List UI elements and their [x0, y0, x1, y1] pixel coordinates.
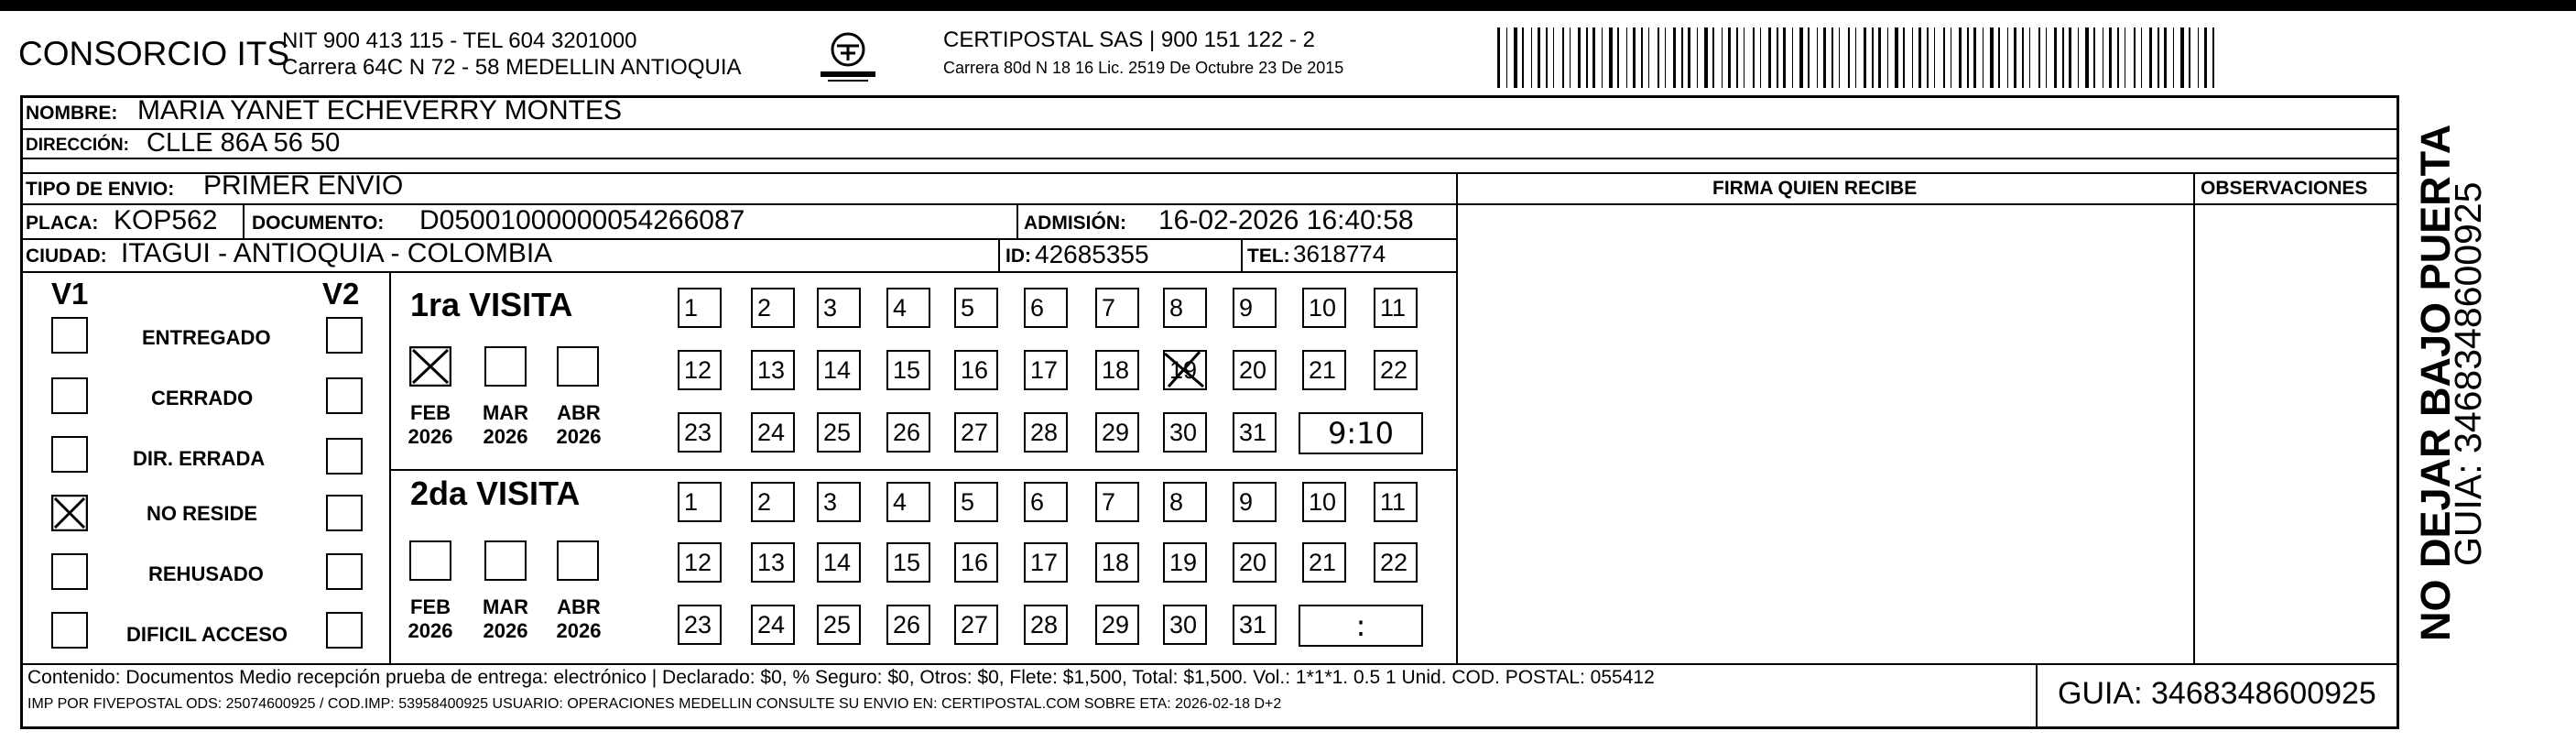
nit-line: NIT 900 413 115 - TEL 604 3201000 [282, 28, 637, 53]
nombre-label: NOMBRE: [26, 103, 118, 124]
v1-checkbox-no-reside[interactable] [51, 495, 88, 531]
tipo-value: PRIMER ENVIO [203, 170, 404, 201]
certipostal-line: CERTIPOSTAL SAS | 900 151 122 - 2 [943, 27, 1315, 52]
visit1-day-box[interactable]: 30 [1163, 412, 1207, 453]
rule [1241, 238, 1243, 271]
status-label-dificil-acceso: DIFICIL ACCESO [126, 623, 288, 646]
visit1-day-box[interactable]: 2 [751, 288, 795, 328]
visit2-day-box[interactable]: 27 [954, 605, 998, 645]
visit2-day-box[interactable]: 21 [1302, 542, 1346, 583]
ciudad-value: ITAGUI - ANTIOQUIA - COLOMBIA [121, 238, 553, 268]
v1-checkbox-entregado[interactable] [51, 317, 88, 354]
visit2-day-box[interactable]: 28 [1024, 605, 1068, 645]
v2-checkbox-dir-errada[interactable] [326, 438, 363, 475]
visit1-day-box[interactable]: 13 [751, 350, 795, 390]
company-address: Carrera 64C N 72 - 58 MEDELLIN ANTIOQUIA [282, 55, 742, 80]
visit1-day-box[interactable]: 8 [1163, 288, 1207, 328]
rule [1456, 172, 1458, 663]
footer-guia: GUIA: 3468348600925 [2058, 676, 2376, 711]
visit1-day-box[interactable]: 31 [1233, 412, 1277, 453]
footer-contenido: Contenido: Documentos Medio recepción prueba de entrega: electrónico | Declarado: $0, % Seguro: $0, Otros: $0, Flete: $1,500, Total: $1,500. Vol.: 1*1*1. 0.5 1 Unid. COD. POSTAL: 055412 [27, 667, 1655, 688]
visit1-month-label [401, 401, 460, 449]
visit1-day-box[interactable]: 15 [886, 350, 930, 390]
visit1-day-box[interactable]: 4 [886, 288, 930, 328]
visit2-month-feb-checkbox[interactable] [409, 540, 451, 581]
rule [2036, 663, 2038, 729]
visit2-day-box[interactable]: 19 [1163, 542, 1207, 583]
visit1-month-label [476, 401, 535, 449]
status-label-entregado: ENTREGADO [142, 326, 271, 349]
visit2-day-box[interactable]: 14 [817, 542, 861, 583]
v1-checkbox-cerrado[interactable] [51, 377, 88, 414]
visit2-day-box[interactable]: 11 [1374, 482, 1418, 522]
nombre-value: MARIA YANET ECHEVERRY MONTES [137, 95, 623, 125]
visit2-day-box[interactable]: 3 [817, 482, 861, 522]
rule [20, 663, 2399, 665]
visit1-month-abr-checkbox[interactable] [557, 346, 599, 387]
visit1-day-box[interactable]: 1 [678, 288, 722, 328]
month-year: 2026 [408, 425, 453, 448]
visit2-day-box[interactable]: 1 [678, 482, 722, 522]
visit1-day-box[interactable]: 24 [751, 412, 795, 453]
visit1-day-box[interactable]: 18 [1095, 350, 1139, 390]
visit2-day-box[interactable]: 29 [1095, 605, 1139, 645]
month-year: 2026 [408, 619, 453, 642]
admision-label: ADMISIÓN: [1024, 213, 1126, 234]
v2-checkbox-entregado[interactable] [326, 317, 363, 354]
side-guia: GUIA: 3468348600925 [2447, 181, 2489, 566]
visit2-day-box[interactable]: 7 [1095, 482, 1139, 522]
certipostal-address: Carrera 80d N 18 16 Lic. 2519 De Octubre 23 De 2015 [943, 59, 1344, 77]
visit1-day-box[interactable]: 10 [1302, 288, 1346, 328]
top-border [0, 0, 2576, 11]
placa-value: KOP562 [114, 205, 218, 235]
v2-checkbox-no-reside[interactable] [326, 495, 363, 531]
visit1-month-mar-checkbox[interactable] [484, 346, 527, 387]
no-dejar-bajo-puerta: NO DEJAR BAJO PUERTA [2412, 124, 2459, 641]
visit2-day-box[interactable]: 10 [1302, 482, 1346, 522]
rule [243, 203, 245, 238]
rule [20, 158, 2399, 159]
visit2-day-box[interactable]: 9 [1233, 482, 1277, 522]
status-label-rehusado: REHUSADO [148, 562, 264, 585]
tel-value: 3618774 [1293, 240, 1386, 267]
v1-checkbox-dificil-acceso[interactable] [51, 612, 88, 649]
visit1-day-box[interactable]: 3 [817, 288, 861, 328]
visit1-day-box[interactable]: 6 [1024, 288, 1068, 328]
visit1-day-box[interactable]: 20 [1233, 350, 1277, 390]
visit2-month-label [549, 595, 608, 643]
visit2-day-box[interactable]: 24 [751, 605, 795, 645]
direccion-value: CLLE 86A 56 50 [147, 128, 341, 158]
visit2-day-box[interactable]: 22 [1374, 542, 1418, 583]
visit2-month-label [401, 595, 460, 643]
barcode [1497, 27, 2221, 88]
status-label-cerrado: CERRADO [151, 387, 254, 409]
visit1-day-box[interactable]: 16 [954, 350, 998, 390]
v1-header: V1 [51, 277, 89, 311]
visit2-day-box[interactable]: 15 [886, 542, 930, 583]
month-name: FEB [410, 595, 451, 618]
visit2-day-box[interactable]: 13 [751, 542, 795, 583]
visit1-month-feb-checkbox[interactable] [409, 346, 451, 387]
visit2-day-box[interactable]: 5 [954, 482, 998, 522]
month-name: ABR [557, 595, 601, 618]
rule [1016, 203, 1018, 238]
rule [20, 128, 2399, 130]
visit1-day-box[interactable]: 29 [1095, 412, 1139, 453]
month-name: MAR [482, 401, 529, 424]
rule [20, 271, 1458, 273]
ciudad-label: CIUDAD: [26, 246, 107, 267]
footer-imp: IMP POR FIVEPOSTAL ODS: 25074600925 / COD.IMP: 53958400925 USUARIO: OPERACIONES MEDELLIN CONSULTE SU ENVIO EN: CERTIPOSTAL.COM SOBRE ETA: 2026-02-18 D+2 [27, 696, 1282, 712]
documento-value: D05001000000054266087 [419, 205, 745, 235]
visit1-day-box[interactable]: 11 [1374, 288, 1418, 328]
month-year: 2026 [483, 425, 528, 448]
v2-checkbox-dificil-acceso[interactable] [326, 612, 363, 649]
visit1-day-box[interactable]: 12 [678, 350, 722, 390]
visit1-month-label [549, 401, 608, 449]
month-name: MAR [482, 595, 529, 618]
id-value: 42685355 [1035, 240, 1149, 268]
rule [998, 238, 1000, 271]
rule [389, 469, 1458, 471]
visit1-day-box[interactable] [1163, 350, 1207, 390]
visit2-day-box[interactable]: 20 [1233, 542, 1277, 583]
id-label: ID: [1005, 246, 1031, 267]
month-year: 2026 [556, 619, 602, 642]
month-name: FEB [410, 401, 451, 424]
v1-checkbox-rehusado[interactable] [51, 553, 88, 590]
visit2-month-label [476, 595, 535, 643]
admision-value: 16-02-2026 16:40:58 [1158, 205, 1414, 235]
visit2-day-box[interactable]: 2 [751, 482, 795, 522]
visit2-day-box[interactable]: 8 [1163, 482, 1207, 522]
company-name: CONSORCIO ITS [18, 35, 290, 72]
visit2-day-box[interactable]: 16 [954, 542, 998, 583]
tel-label: TEL: [1247, 246, 1290, 267]
month-year: 2026 [483, 619, 528, 642]
visit1-day-box[interactable]: 5 [954, 288, 998, 328]
visit2-day-box[interactable]: 17 [1024, 542, 1068, 583]
visit1-day-box[interactable]: 23 [678, 412, 722, 453]
status-label-no-reside: NO RESIDE [147, 502, 258, 525]
direccion-label: DIRECCIÓN: [26, 136, 129, 155]
visit1-day-box[interactable]: 14 [817, 350, 861, 390]
certipostal-logo [819, 31, 877, 84]
month-year: 2026 [556, 425, 602, 448]
visit1-day-box[interactable]: 17 [1024, 350, 1068, 390]
v2-header: V2 [322, 277, 360, 311]
visit2-day-box[interactable]: 25 [817, 605, 861, 645]
visit2-day-box[interactable]: 12 [678, 542, 722, 583]
visit2-day-box[interactable]: 4 [886, 482, 930, 522]
visit2-day-box[interactable]: 23 [678, 605, 722, 645]
visit1-day-box[interactable]: 26 [886, 412, 930, 453]
visit2-day-box[interactable]: 26 [886, 605, 930, 645]
rule [389, 271, 391, 663]
visit1-day-box[interactable]: 27 [954, 412, 998, 453]
visit2-day-box[interactable]: 31 [1233, 605, 1277, 645]
visit1-title: 1ra VISITA [410, 286, 573, 323]
status-label-dir-errada: DIR. ERRADA [133, 447, 266, 470]
v1-checkbox-dir-errada[interactable] [51, 436, 88, 473]
visit2-time[interactable]: : [1299, 605, 1423, 647]
observaciones-header: OBSERVACIONES [2201, 178, 2368, 199]
visit2-day-box[interactable]: 6 [1024, 482, 1068, 522]
rule [2193, 172, 2195, 663]
visit1-day-box[interactable]: 22 [1374, 350, 1418, 390]
placa-label: PLACA: [26, 213, 99, 234]
visit1-day-box[interactable]: 25 [817, 412, 861, 453]
visit2-month-mar-checkbox[interactable] [484, 540, 527, 581]
visit1-day-box[interactable]: 21 [1302, 350, 1346, 390]
visit2-month-abr-checkbox[interactable] [557, 540, 599, 581]
visit1-day-box[interactable]: 28 [1024, 412, 1068, 453]
visit2-title: 2da VISITA [410, 475, 581, 512]
firma-header: FIRMA QUIEN RECIBE [1712, 178, 1918, 199]
day-number: 19 [1169, 356, 1198, 384]
tipo-label: TIPO DE ENVIO: [26, 179, 175, 200]
visit2-day-box[interactable]: 18 [1095, 542, 1139, 583]
company-contact [282, 27, 742, 81]
visit1-time[interactable]: 9:10 [1299, 412, 1423, 454]
cross-mark-icon [1163, 350, 1207, 390]
visit2-day-box[interactable]: 30 [1163, 605, 1207, 645]
documento-label: DOCUMENTO: [252, 213, 385, 234]
v2-checkbox-cerrado[interactable] [326, 377, 363, 414]
visit1-day-box[interactable]: 7 [1095, 288, 1139, 328]
month-name: ABR [557, 401, 601, 424]
rule [1456, 203, 2399, 205]
visit1-day-box[interactable]: 9 [1233, 288, 1277, 328]
v2-checkbox-rehusado[interactable] [326, 553, 363, 590]
